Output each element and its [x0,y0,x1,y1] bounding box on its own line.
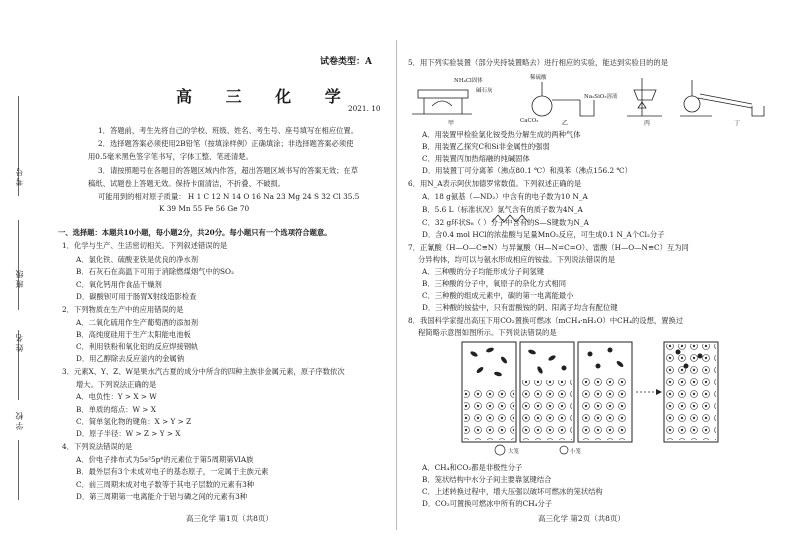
label-ding: 丁 [734,120,741,127]
label-yi: 乙 [562,120,569,127]
q7-stem-2: 分异构体，均可以与氨水形成相应的铵盐。下列说法错误的是 [418,255,616,264]
label-caco3: CaCO₃ [520,118,539,124]
exam-no-label: 考号 [15,166,24,186]
panel-2-cages [522,380,572,440]
instruction-3a: 3．请按照题号在各题目的答题区域内作答，超出答题区域书写的答案无效；在草 [98,166,359,175]
co2-molecules-panel-1 [470,347,509,377]
binding-line [18,440,19,500]
panel-4-cages [666,344,716,440]
label-bing: 丙 [644,120,651,127]
label-lime: 碱石灰 [476,88,493,94]
clathrate-replacement-figure [460,340,722,456]
q6-stem: 6．用N_A表示阿伏加德罗常数值。下列叙述正确的是 [408,179,582,188]
school-label: 学校 [15,410,24,430]
q4-option-d: D．第三周期第一电离能介于铝与磷之间的元素有3种 [76,492,248,501]
molecules-panel-3 [588,348,625,369]
q1-option-c: C．氧化钙用作食品干燥剂 [76,280,162,289]
q6-option-c: C．32 g环状S₈（ ）分子中含有的S—S键数为N_A [422,218,589,227]
instruction-3b: 稿纸、试题卷上答题无效。保持卡面清洁，不折叠、不破损。 [88,179,286,188]
q1-stem: 1．化学与生产、生活密切相关。下列叙述错误的是 [62,241,228,250]
q5-option-b: B．用装置乙探究C和Si非金属性的强弱 [422,142,550,151]
name-label: 姓名 [15,332,24,352]
page-title: 高 三 化 学 [176,87,355,106]
small-cage-icon [560,446,568,454]
page-right [404,0,782,558]
exam-date: 2021. 10 [348,104,381,113]
q7-option-b: B．三种酸的分子中，氧原子的杂化方式相同 [422,279,567,288]
q1-option-a: A．氯化铁、硫酸亚铁是优良的净水剂 [76,255,199,264]
panel-1-cages [464,386,514,440]
q3-option-a: A．电负性：Y > X > W [76,392,157,401]
q7-option-d: D．三种酸的铵盐中，只有雷酸铵的阴、阳离子均含有配位键 [422,303,618,312]
q5-option-d: D．用装置丁可分离苯（沸点80.1 ℃）和溴苯（沸点156.2 ℃） [422,166,632,175]
q3-stem-1: 3．元素X、Y、Z、W是果水汽古夏的成分中所含的四种主族非金属元素，原子序数依次 [62,367,345,376]
q1-option-b: B．石灰石在高温下可用于消除燃煤烟气中的SO₂ [76,267,234,276]
q4-option-b: B．最外层有3个未成对电子的基态原子，一定属于主族元素 [76,467,269,476]
q5-stem: 5．用下列实验装置（部分夹持装置略去）进行相应的实验，能达到实验目的的是 [408,58,669,67]
q6-option-d: D．含0.4 mol HCl的浓盐酸与足量MnO₂反应，可生成0.1 N_A个Cl₂分子 [422,230,665,239]
q2-stem: 2．下列物质在生产中的应用错误的是 [62,305,184,314]
q6-option-b: B．5.6 L（标准状况）氯气含有的质子数为4N_A [422,205,583,214]
instruction-2a: 2．选择题答案必须使用2B铅笔（按填涂样例）正确填涂；非选择题答案必须使 [98,139,354,148]
label-jia: 甲 [448,120,455,127]
q3-option-d: D．原子半径：W > Z > Y > X [76,429,181,438]
page-footer-left: 高三化学 第1页（共8页） [186,514,273,523]
q8-option-d: D．CO₂可置换可燃冰中所有的CH₄分子 [422,499,553,508]
class-label: 班级 [15,268,24,288]
q7-option-c: C．三种酸的组成元素中，碳的第一电离能最小 [422,291,574,300]
q1-option-d: D．碳酸钡可用于肠胃X射线造影检查 [76,292,197,301]
big-cage-icon [495,445,505,455]
panel-3-cages [580,376,630,440]
q2-option-c: C．利用铁粉和氧化铝的反应焊接钢轨 [76,342,199,351]
label-acid: 稀硫酸 [530,75,547,81]
paper-type: 试卷类型：A [320,57,372,67]
q2-option-d: D．用乙醇除去反应釜内的金属钠 [76,354,185,363]
q7-option-a: A．三种酸的分子均能形成分子间氢键 [422,267,545,276]
label-nasio3: Na₂SiO₃溶液 [584,94,618,100]
label-nh4cl: NH₄Cl固体 [454,78,483,84]
q6-option-a: A．18 g氨基（—ND₂）中含有的电子数为10 N_A [422,192,588,201]
page-footer-right: 高三化学 第2页（共8页） [538,514,625,523]
binding-sidebar [0,0,44,558]
page-left [58,0,390,558]
legend-big-cage: 大笼 [508,449,520,455]
instruction-1: 1．答题前，考生先将自己的学校、班级、姓名、考生号、座号填写在相应位置。 [98,126,359,135]
q2-option-a: A．二氧化硫用作生产葡萄酒的添加剂 [76,318,199,327]
q8-option-a: A．CH₄和CO₂都是非极性分子 [422,463,523,472]
apparatus-ding [680,80,764,116]
atomic-mass-line-1: 可能用到的相对原子质量： H 1 C 12 N 14 O 16 Na 23 Mg 24 S 32 Cl 35.5 [98,192,360,201]
q8-option-b: B．笼状结构中水分子间主要靠氢键结合 [422,475,552,484]
apparatus-figure [412,70,772,128]
q4-option-c: C．前三周期未成对电子数等于其电子层数的元素有3种 [76,480,255,489]
column-divider [396,40,397,530]
co2-molecules-panel-2 [528,349,567,375]
s8-ring-icon [490,212,534,226]
q5-option-a: A．用装置甲检验氯化铵受热分解生成的两种气体 [422,130,581,139]
q5-option-c: C．用装置丙加热熔融的纯碱固体 [422,154,530,163]
atomic-mass-line-2: K 39 Mn 55 Fe 56 Ge 70 [159,204,250,213]
q3-option-c: C．简单氢化物的键角：X > Y > Z [76,417,192,426]
q3-option-b: B．单质的熔点：W > X [76,405,156,414]
binding-line [18,220,19,310]
q8-stem-1: 8．我国科学家提出高压下用CO₂置换可燃冰（mCH₄·nH₂O）中CH₄的设想，置换过 [408,316,684,325]
section-heading: 一、选择题：本题共10小题，每小题2分，共20分。每小题只有一个选项符合题意。 [58,228,332,237]
q4-option-a: A．价电子排布式为5s²5p⁴的元素位于第5周期第ⅥA族 [76,455,254,464]
legend-small-cage: 小笼 [570,449,582,455]
q2-option-b: B．高纯度硅用于生产太阳能电池板 [76,330,191,339]
q3-stem-2: 增大。下列说法正确的是 [76,380,157,389]
apparatus-jia [412,90,472,114]
instruction-2b: 用0.5毫米黑色签字笔书写，字体工整、笔迹清楚。 [88,152,253,161]
q8-option-c: C．上述转换过程中，增大压强以破坏可燃冰的笼状结构 [422,487,603,496]
apparatus-bing [627,78,662,116]
q4-stem: 4．下列说法错误的是 [62,442,133,451]
q8-stem-2: 程简略示意图如图所示。下列说法错误的是 [418,328,557,337]
q7-stem-1: 7．正氰酸（H—O—C≡N）与异氰酸（H—N=C=O）、雷酸（H—O—N≡C）互为同 [408,243,689,252]
